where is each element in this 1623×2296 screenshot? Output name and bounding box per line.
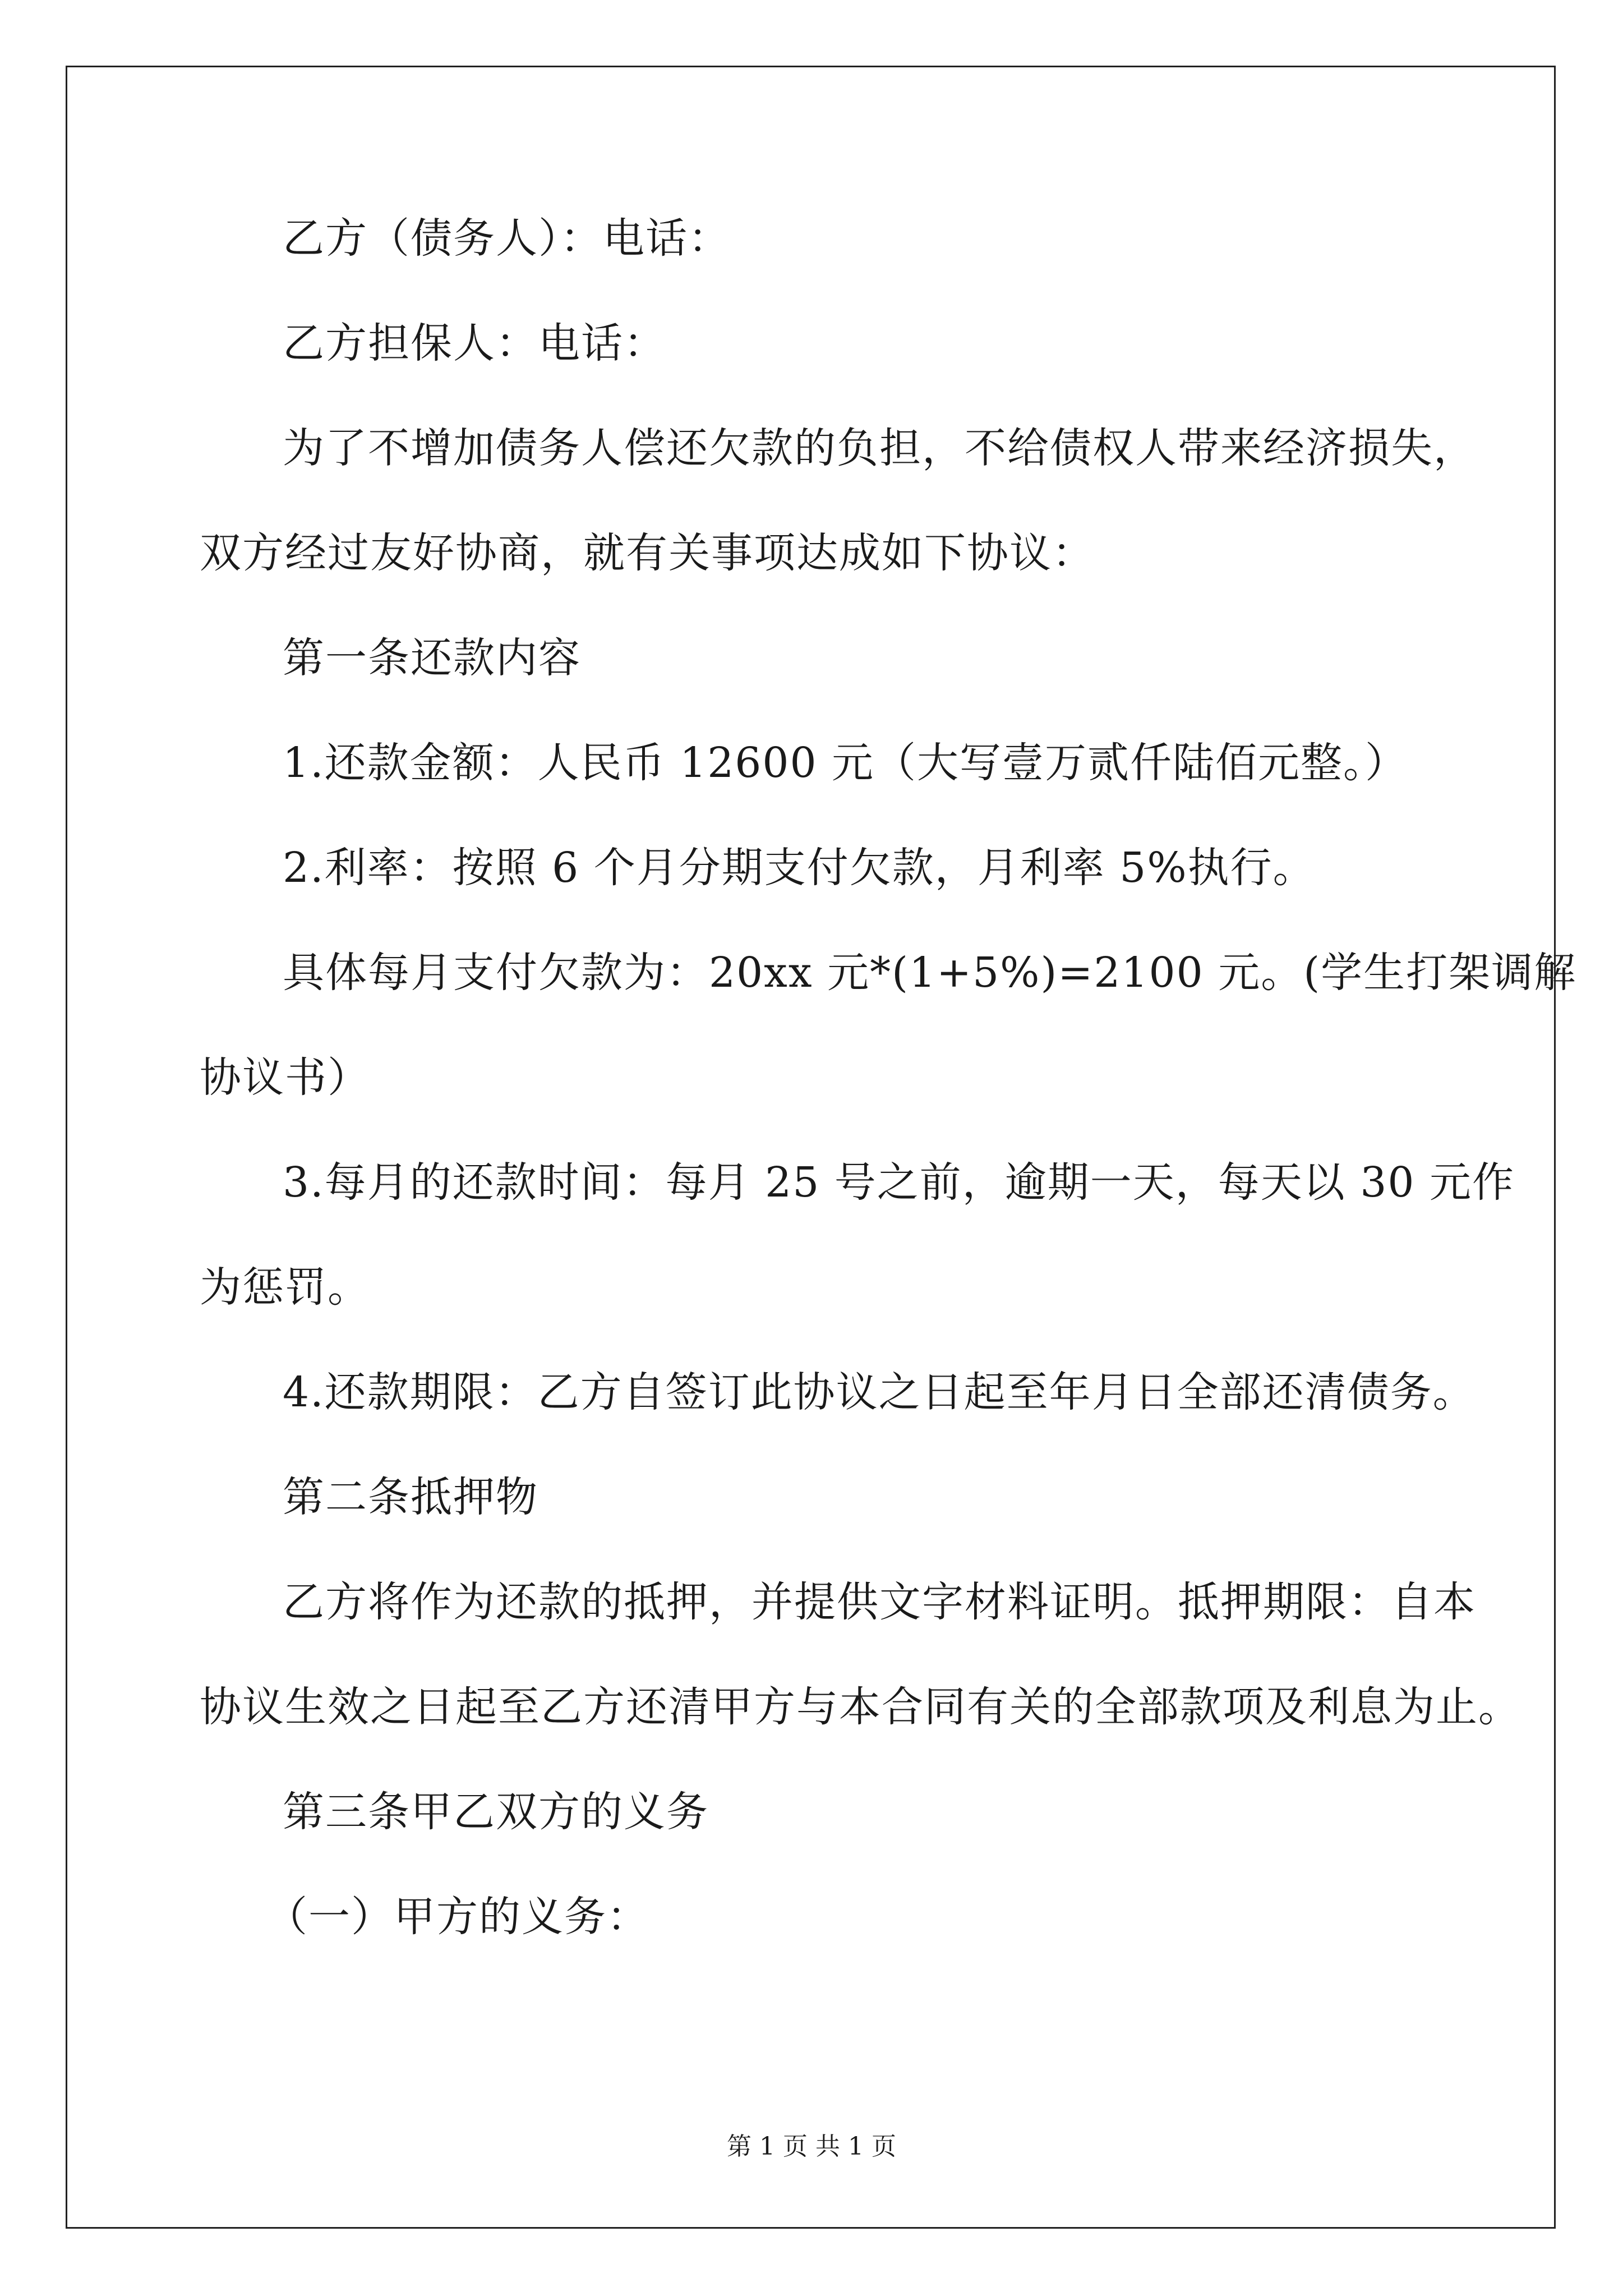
line-repayment-term: 4.还款期限：乙方自签订此协议之日起至年月日全部还清债务。 (283, 1368, 1476, 1416)
line-repayment-time-1: 3.每月的还款时间：每月 25 号之前，逾期一天，每天以 30 元作 (283, 1158, 1515, 1207)
line-debtor-phone: 乙方（债务人）：电话： (283, 214, 731, 263)
line-repayment-amount: 1.还款金额：人民币 12600 元（大写壹万贰仟陆佰元整。） (283, 739, 1408, 787)
line-repayment-time-2: 为惩罚。 (200, 1263, 370, 1312)
heading-article-2: 第二条抵押物 (283, 1473, 538, 1521)
heading-party-a-obligations: （一）甲方的义务： (266, 1893, 649, 1941)
line-collateral-2: 协议生效之日起至乙方还清甲方与本合同有关的全部款项及利息为止。 (200, 1683, 1521, 1731)
line-guarantor-phone: 乙方担保人：电话： (283, 319, 666, 367)
line-monthly-payment-1: 具体每月支付欠款为：20xx 元*(1+5%)=2100 元。(学生打架调解 (283, 949, 1577, 997)
heading-article-1: 第一条还款内容 (283, 634, 581, 682)
heading-article-3: 第三条甲乙双方的义务 (283, 1788, 709, 1836)
line-collateral-1: 乙方将作为还款的抵押，并提供文字材料证明。抵押期限：自本 (283, 1578, 1476, 1626)
line-interest-rate: 2.利率：按照 6 个月分期支付欠款，月利率 5%执行。 (283, 844, 1316, 892)
line-preamble-1: 为了不增加债务人偿还欠款的负担，不给债权人带来经济损失， (283, 424, 1476, 472)
line-preamble-2: 双方经过友好协商，就有关事项达成如下协议： (200, 529, 1095, 577)
line-monthly-payment-2: 协议书） (200, 1053, 370, 1102)
page-number: 第 1 页 共 1 页 (727, 2132, 896, 2161)
